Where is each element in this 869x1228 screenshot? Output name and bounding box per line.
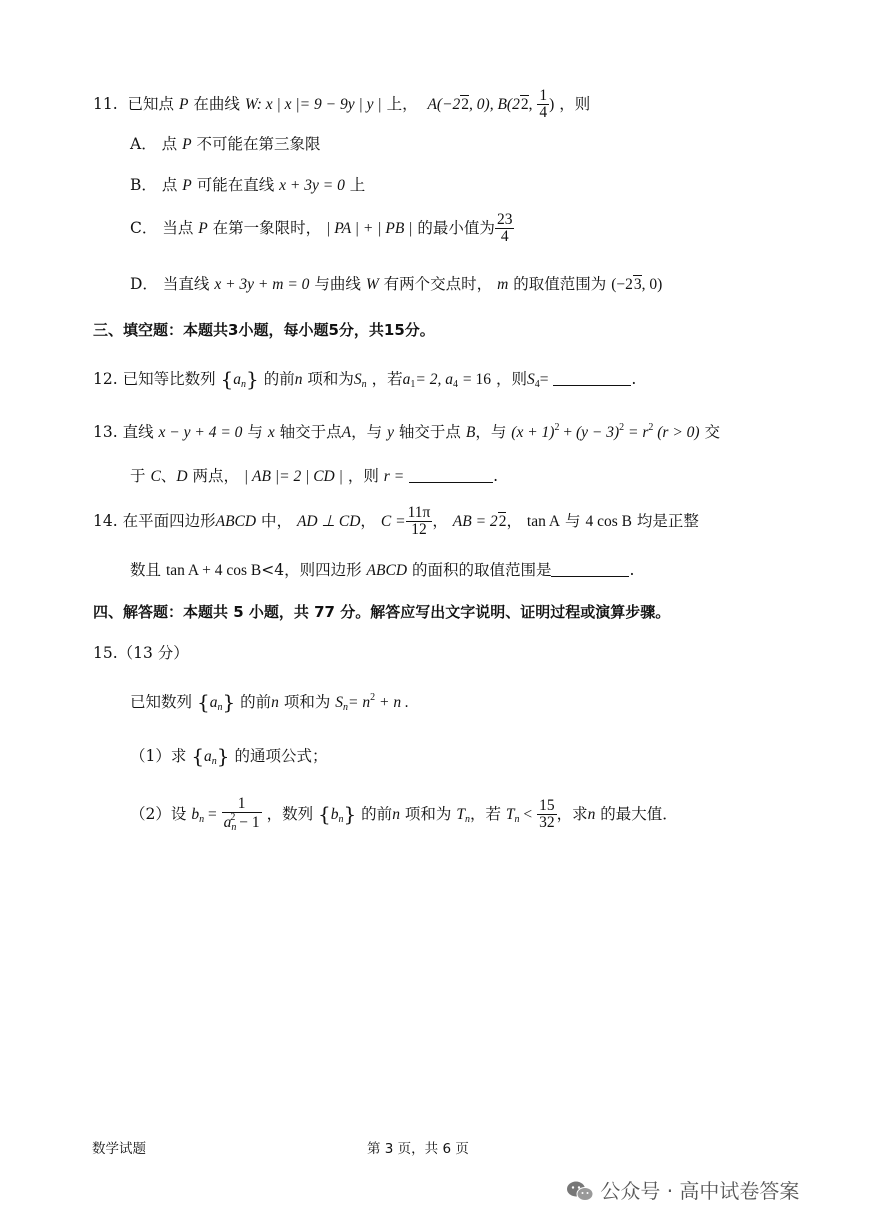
answer-blank[interactable]: [551, 564, 629, 577]
answer-blank[interactable]: [553, 373, 631, 386]
q15-header: 15.（13 分）: [93, 644, 189, 662]
wechat-icon: [566, 1180, 594, 1202]
fraction: $\frac{23}{4}$: [496, 211, 513, 246]
section-4-heading: 四、解答题：本题共 5 小题，共 77 分。解答应写出文字说明、证明过程或演算步骤。: [93, 603, 671, 621]
q11-option-a: A． 点 P 不可能在第三象限: [130, 135, 321, 153]
answer-blank[interactable]: [409, 470, 493, 483]
fraction: $\frac{11\pi}{12}$: [407, 504, 431, 539]
fraction: $\frac{1}{4}$: [539, 87, 548, 122]
q11-option-d: D． 当直线 x + 3y + m = 0 与曲线 W 有两个交点时， m 的取值范围为 (−23, 0): [130, 275, 663, 293]
q11-option-b: B． 点 P 可能在直线 x + 3y = 0 上: [130, 176, 366, 194]
fraction: $\frac{15}{32}$: [539, 797, 555, 832]
section-3-heading: 三、填空题：本题共3小题，每小题5分，共15分。: [93, 321, 435, 339]
footer-page-number: 第 3 页，共 6 页: [367, 1141, 469, 1157]
q11-option-c: C． 当点 P 在第一象限时， | PA | + | PB | 的最小值为 $\frac{23}{4}$: [130, 211, 513, 246]
q15-part-1: （1）求 $\{a_n\}$ 的通项公式；: [130, 744, 328, 768]
q12: 12. 已知等比数列 $\{a_n\}$ 的前n 项和为$S_n$ ，若$a_1= 2$, $a_4 = 16$ ，则$S_4=$ .: [93, 367, 637, 391]
watermark: 公众号 · 高中试卷答案: [566, 1180, 799, 1202]
q11-stem: 11. 已知点 P 在曲线 W: x | x |= 9 − 9y | y | 上， A(−22, 0), B(22, $\frac{1}{4}$ ) ，则: [93, 87, 591, 122]
q13-line2: 于 C、D 两点， | AB |= 2 | CD | ，则 r = .: [130, 467, 499, 485]
q15-part-2: （2）设 $b_n$ = $\frac{1}{a_n^2 - 1}$ ，数列 $\{b_n\}$ 的前n 项和为 $T_n$，若 $T_n$ < $\frac{15}{32}$ ，求n 的最大值．: [130, 795, 678, 834]
q14-line2: 数且 tan A + 4 cos B<4，则四边形 ABCD 的面积的取值范围是 .: [130, 561, 635, 579]
q15-intro: 已知数列 $\{a_n\}$ 的前n 项和为 $S_n= n^2 + n$ .: [130, 690, 409, 714]
fraction: $\frac{1}{a_n^2 - 1}$: [223, 795, 260, 834]
q13-line1: 13. 直线 x − y + 4 = 0 与 x 轴交于点A，与 y 轴交于点 B，与 $(x + 1)^2 + (y - 3)^2 = r^2$ (r > 0) 交: [93, 422, 721, 441]
q14-line1: 14. 在平面四边形ABCD 中， AD ⊥ CD， C = $\frac{11\pi}{12}$ ， AB = 22， tan A 与 4 cos B 均是正整: [93, 504, 699, 539]
footer-subject: 数学试题: [92, 1141, 146, 1157]
